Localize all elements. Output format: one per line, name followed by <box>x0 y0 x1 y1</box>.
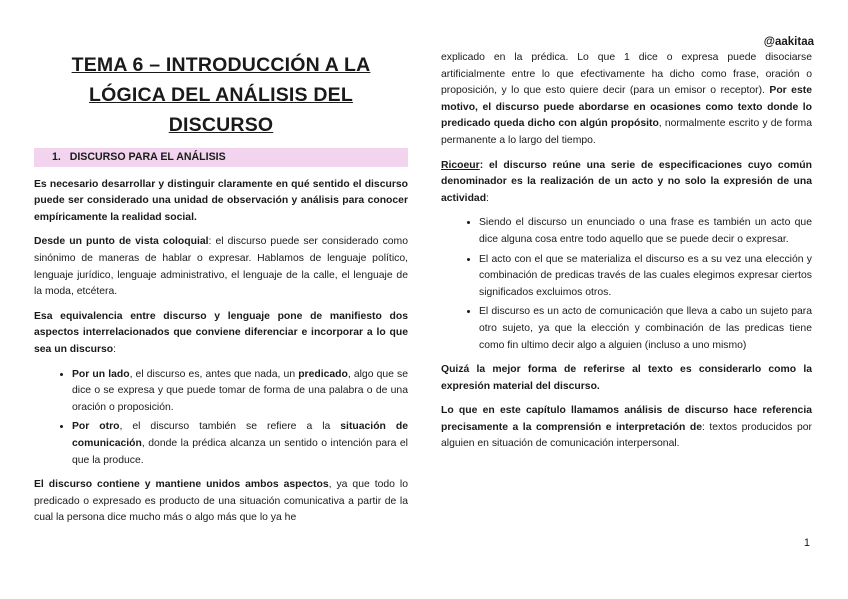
bold-text: Por otro <box>72 421 120 433</box>
title-line-1: TEMA 6 – INTRODUCCIÓN A LA <box>71 54 371 76</box>
paragraph-ricoeur <box>441 158 812 208</box>
bold-text: Por un lado <box>72 368 130 380</box>
bold-text: Por este motivo, el discurso puede abordarse en ocasiones como texto donde lo predicado queda dicho con algún propósito <box>441 85 812 130</box>
bold-text: El discurso contiene y mantiene unidos ambos aspectos <box>34 479 329 491</box>
bold-text: : el discurso reúne una serie de especificaciones cuyo común denominador es la realización de un acto y no solo la expresión de una actividad <box>441 159 812 204</box>
bold-text: predicado <box>298 368 348 380</box>
list-text: , donde la prédica alcanza un sentido o intención para el que la produce. <box>72 437 408 466</box>
paragraph-text: : <box>486 192 489 204</box>
section-title: DISCURSO PARA EL ANÁLISIS <box>69 151 226 163</box>
list-item: • Siendo el discurso un enunciado o una frase es también un acto que dice alguna cosa entre todo aquello que se puede decir o expresar. <box>479 215 812 248</box>
paragraph-continuation <box>441 50 812 150</box>
bold-text: Lo que en este capítulo llamamos análisis de discurso hace referencia precisamente a la comprensión e interpretación de <box>441 405 812 433</box>
list-text: , algo que se dice o se expresa y que puede tomar de forma de una palabra o de una oración o proposición. <box>72 368 408 413</box>
paragraph-text: , ya que todo lo predicado o expresado es producto de una situación comunicativa a partir de la cual la persona dice mucho más o algo más que lo ya he <box>34 479 409 524</box>
bold-text: Esa equivalencia entre discurso y lenguaje pone de manifiesto dos aspectos interrelacionados que conviene diferenciar e incorporar a lo que sea un discurso <box>34 310 408 355</box>
list-item <box>72 367 408 417</box>
aspects-list <box>34 367 408 470</box>
bold-text: Desde un punto de vista coloquial <box>34 236 209 248</box>
list-item: • El discurso es un acto de comunicación que lleva a cabo un sujeto para otro sujeto, ya que la elección y combinación de las predicas tiene como fin ultimo decir algo a alguien (incluso a uno mismo) <box>479 304 812 354</box>
paragraph-analisis <box>441 403 812 453</box>
list-text: , el discurso también se refiere a la <box>119 421 341 433</box>
right-column <box>441 50 812 461</box>
paragraph-text: : textos producidos por alguien en situación de comunicación interpersonal. <box>441 421 812 450</box>
section-heading <box>34 148 408 167</box>
bold-text: situación de comunicación <box>72 421 408 449</box>
paragraph-texto: Quizá la mejor forma de referirse al texto es considerarlo como la expresión material del discurso. <box>441 364 812 392</box>
ricoeur-list <box>441 215 812 354</box>
paragraph-text: , normalmente escrito y de forma permanente a lo largo del tiempo. <box>441 118 812 146</box>
list-text: , el discurso es, antes que nada, un <box>129 368 299 380</box>
paragraph-text: : <box>113 343 117 355</box>
left-column <box>34 50 408 535</box>
paragraph-equivalencia <box>34 309 408 359</box>
list-item <box>72 419 408 469</box>
author-handle: @aakitaa <box>763 36 814 48</box>
paragraph-coloquial <box>34 234 408 300</box>
title-line-3: DISCURSO <box>168 114 274 136</box>
section-number: 1. <box>52 151 61 163</box>
page-number: 1 <box>803 537 810 549</box>
author-name: Ricoeur <box>441 159 480 171</box>
title-line-2: LÓGICA DEL ANÁLISIS DEL <box>89 84 353 106</box>
paragraph-text: : el discurso puede ser considerado como sinónimo de maneras de hablar o expresar. Hablamos de lenguaje político, lenguaje jurídico, lenguaje administrativo, el lenguaje de la calle, el lenguaje de la moda, etcétera. <box>34 236 408 298</box>
page-title <box>34 50 408 140</box>
list-item: • El acto con el que se materializa el discurso es a su vez una elección y combinación de predicas través de las cuales elegimos expresar ciertos significados excluimos otros. <box>479 252 812 302</box>
paragraph-text: explicado en la prédica. Lo que 1 dice o expresa puede disociarse artificialmente entre lo que efectivamente ha dicho como frase, oración o proposición, y lo que esto quiere decir (para un emisor o receptor). <box>441 52 812 97</box>
paragraph-ambos-aspectos <box>34 477 408 527</box>
paragraph-intro: Es necesario desarrollar y distinguir claramente en qué sentido el discurso puede ser considerado una unidad de observación y análisis para conocer empíricamente la realidad social. <box>34 178 408 223</box>
